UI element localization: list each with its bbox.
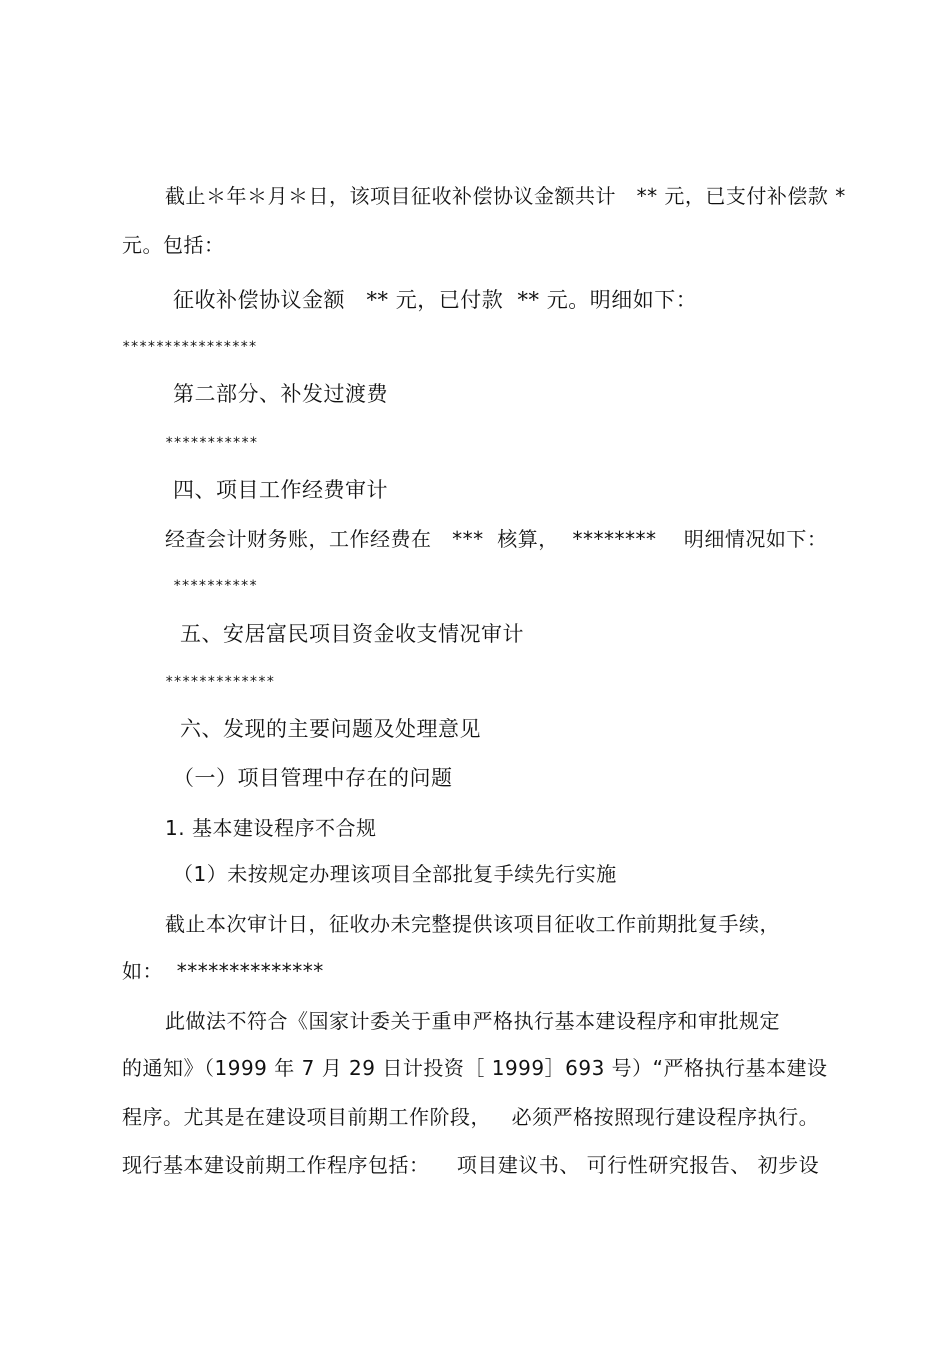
subsection-heading-one: （一）项目管理中存在的问题	[173, 766, 453, 790]
paragraph-work-funds: 经查会计财务账，工作经费在 *** 核算， ******** 明细情况如下：	[165, 527, 828, 551]
item-heading-1: 1. 基本建设程序不合规	[165, 816, 377, 840]
paragraph-agreement-amount: 征收补偿协议金额 ** 元，已付款 ** 元。明细如下：	[173, 288, 698, 312]
paragraph-approval-missing-cont: 如： **************	[122, 959, 324, 983]
section-heading-four: 四、项目工作经费审计	[173, 478, 388, 502]
masked-text: ****************	[122, 339, 257, 355]
section-heading-five: 五、安居富民项目资金收支情况审计	[180, 622, 524, 646]
section-heading-part-two: 第二部分、补发过渡费	[173, 382, 388, 406]
sub-item-heading-1: （1）未按规定办理该项目全部批复手续先行实施	[173, 862, 617, 886]
paragraph-regulation-line-4: 现行基本建设前期工作程序包括： 项目建议书、 可行性研究报告、 初步设	[122, 1153, 820, 1177]
paragraph-regulation-line-2: 的通知》（1999 年 7 月 29 日计投资［ 1999］693 号）“严格执行基本建设	[122, 1056, 828, 1080]
paragraph-approval-missing: 截止本次审计日，征收办未完整提供该项目征收工作前期批复手续，	[165, 912, 780, 936]
masked-text: *************	[165, 674, 275, 690]
section-heading-six: 六、发现的主要问题及处理意见	[180, 717, 481, 741]
paragraph-regulation: 此做法不符合《国家计委关于重申严格执行基本建设程序和审批规定	[165, 1009, 780, 1033]
masked-text: **********	[173, 578, 258, 594]
masked-text: ***********	[165, 435, 258, 451]
paragraph-regulation-line-3: 程序。尤其是在建设项目前期工作阶段， 必须严格按照现行建设程序执行。	[122, 1105, 820, 1129]
paragraph-compensation-total-cont: 元。包括：	[122, 233, 225, 257]
paragraph-compensation-total: 截止＊年＊月＊日，该项目征收补偿协议金额共计 ** 元，已支付补偿款 *	[165, 184, 846, 208]
